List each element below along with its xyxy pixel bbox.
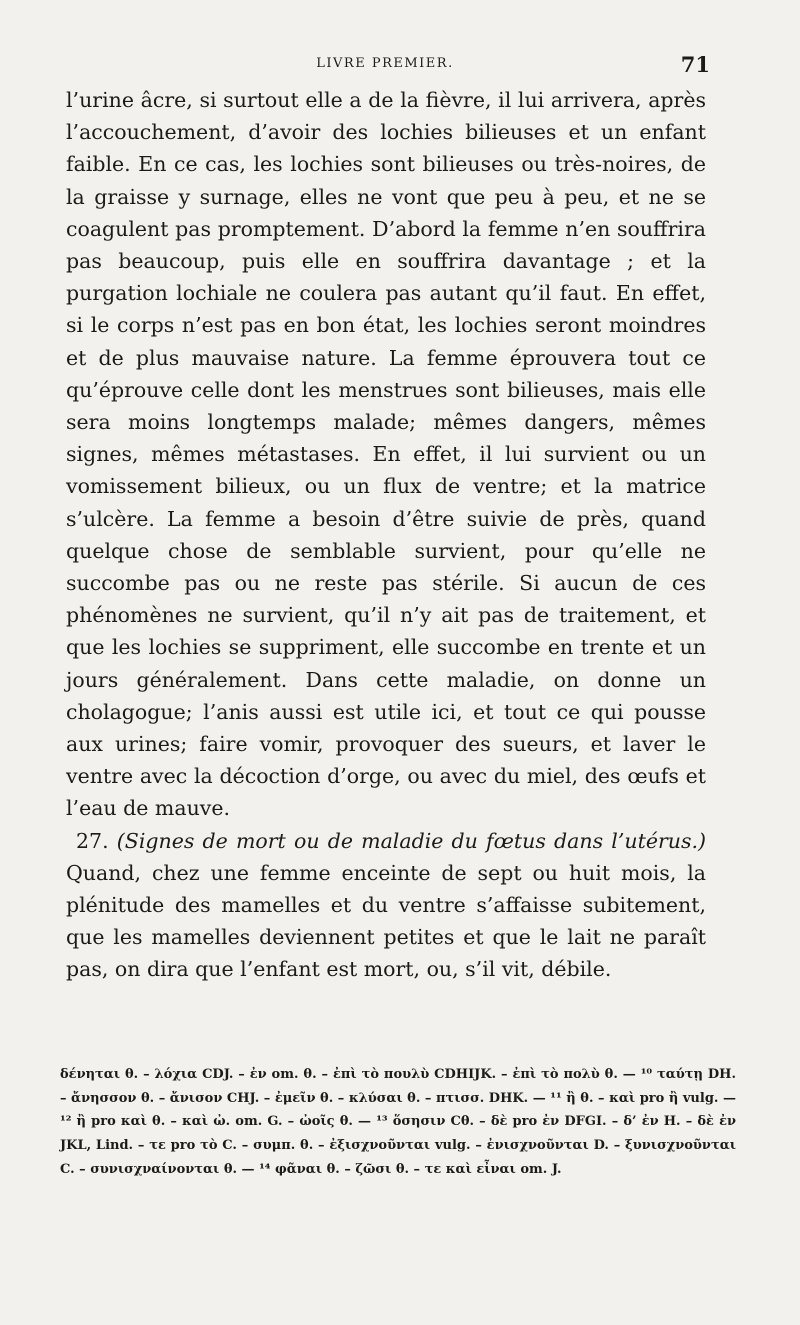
page-number: 71	[680, 52, 710, 77]
critical-apparatus-notes	[60, 1063, 736, 1182]
main-text	[66, 84, 706, 986]
page-header	[60, 52, 710, 78]
section-number: 27.	[76, 828, 109, 853]
section-heading	[66, 825, 706, 986]
section-title: (Signes de mort ou de maladie du fœtus dans l’utérus.)	[116, 828, 706, 853]
paragraph: Quand, chez une femme enceinte de sept ou huit mois, la plénitude des mamelles et du ventre s’affaisse subitement, que les mamelles deviennent petites et que le lait ne paraît pas, on dira que l’enfant est mort, ou, s’il vit, débile.	[66, 860, 706, 982]
footnotes: δένηται θ. – λόχια CDJ. – ἐν om. θ. – ἐπὶ τὸ πουλὺ CDHIJK. – ἐπὶ τὸ πολὺ θ. — ¹⁰ ταύτῃ DH. – ἄνησσον θ. – ἄνισον CHJ. – ἐμεῖν θ. – κλύσαι θ. – πτισσ. DHK. — ¹¹ ἢ θ. – καὶ pro ἢ vulg. — ¹² ἢ pro καὶ θ. – καὶ ὠ. om. G. – ὠοῖς θ. — ¹³ ὅσησιν Cθ. – δὲ pro ἐν DFGI. – δ’ ἐν H. – δὲ ἐν JKL, Lind. – τε pro τὸ C. – συμπ. θ. – ἐξισχνοῦνται vulg. – ἐνισχνοῦνται D. – ξυνισχνοῦνται C. – συνισχναίνονται θ. — ¹⁴ φᾶναι θ. – ζῶσι θ. – τε καὶ εἶναι om. J.	[60, 1067, 736, 1177]
running-head: LIVRE PREMIER.	[316, 56, 454, 71]
paragraph: l’urine âcre, si surtout elle a de la fièvre, il lui arrivera, après l’accouchement, d’avoir des lochies bilieuses et un enfant faible. En ce cas, les lochies sont bilieuses ou très-noires, de la graisse y surnage, elles ne vont que peu à peu, et ne se coagulent pas promptement. D’abord la femme n’en souffrira pas beaucoup, puis elle en souffrira davantage ; et la purgation lochiale ne coulera pas autant qu’il faut. En effet, si le corps n’est pas en bon état, les lochies seront moindres et de plus mauvaise nature. La femme éprouvera tout ce qu’éprouve celle dont les menstrues sont bilieuses, mais elle sera moins longtemps malade; mêmes dangers, mêmes signes, mêmes métastases. En effet, il lui survient ou un vomissement bilieux, ou un flux de ventre; et la matrice s’ulcère. La femme a besoin d’être suivie de près, quand quelque chose de semblable survient, pour qu’elle ne succombe pas ou ne reste pas stérile. Si aucun de ces phénomènes ne survient, qu’il n’y ait pas de traitement, et que les lochies se suppriment, elle succombe en trente et un jours généralement. Dans cette maladie, on donne un cholagogue; l’anis aussi est utile ici, et tout ce qui pousse aux urines; faire vomir, provoquer des sueurs, et laver le ventre avec la décoction d’orge, ou avec du miel, des œufs et l’eau de mauve.	[66, 88, 706, 821]
